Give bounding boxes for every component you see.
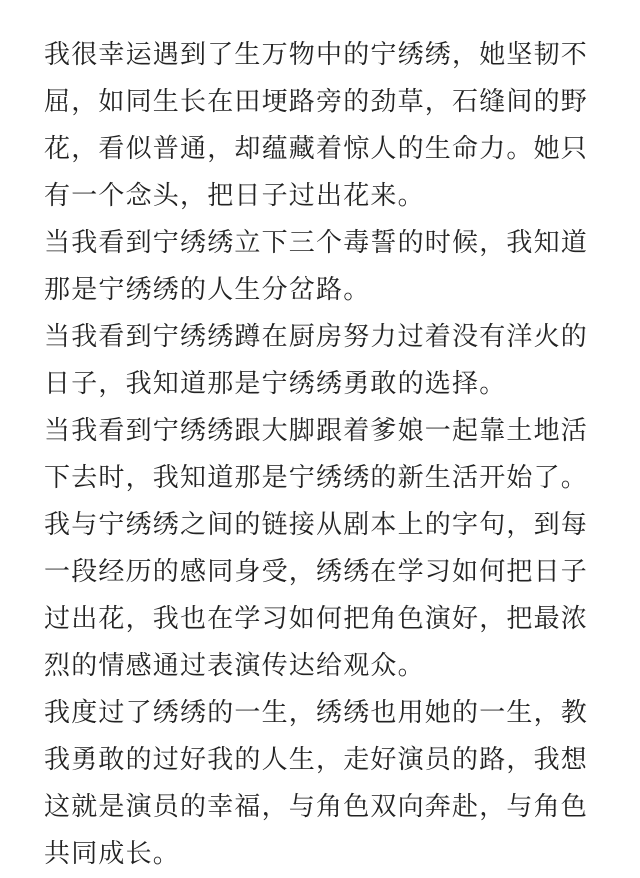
text-line: 当我看到宁绣绣蹲在厨房努力过着没有洋火的 bbox=[44, 322, 589, 352]
text-line: 日子，我知道那是宁绣绣勇敢的选择。 bbox=[44, 369, 507, 399]
text-line: 花，看似普通，却蕴藏着惊人的生命力。她只 bbox=[44, 134, 589, 164]
document-body bbox=[44, 32, 604, 878]
text-line: 那是宁绣绣的人生分岔路。 bbox=[44, 275, 371, 305]
text-line: 当我看到宁绣绣跟大脚跟着爹娘一起靠土地活 bbox=[44, 416, 589, 446]
text-line: 一段经历的感同身受，绣绣在学习如何把日子 bbox=[44, 557, 589, 587]
text-line: 共同成长。 bbox=[44, 839, 181, 869]
text-line: 屈，如同生长在田埂路旁的劲草，石缝间的野 bbox=[44, 87, 589, 117]
text-line: 这就是演员的幸福，与角色双向奔赴，与角色 bbox=[44, 792, 589, 822]
text-line: 我勇敢的过好我的人生，走好演员的路，我想 bbox=[44, 745, 589, 775]
text-line: 我度过了绣绣的一生，绣绣也用她的一生，教 bbox=[44, 698, 589, 728]
text-line: 当我看到宁绣绣立下三个毒誓的时候，我知道 bbox=[44, 228, 589, 258]
text-line: 有一个念头，把日子过出花来。 bbox=[44, 181, 425, 211]
text-line: 烈的情感通过表演传达给观众。 bbox=[44, 651, 425, 681]
text-line: 我很幸运遇到了生万物中的宁绣绣，她坚韧不 bbox=[44, 40, 589, 70]
text-line: 过出花，我也在学习如何把角色演好，把最浓 bbox=[44, 604, 589, 634]
text-line: 下去时，我知道那是宁绣绣的新生活开始了。 bbox=[44, 463, 589, 493]
text-line: 我与宁绣绣之间的链接从剧本上的字句，到每 bbox=[44, 510, 589, 540]
